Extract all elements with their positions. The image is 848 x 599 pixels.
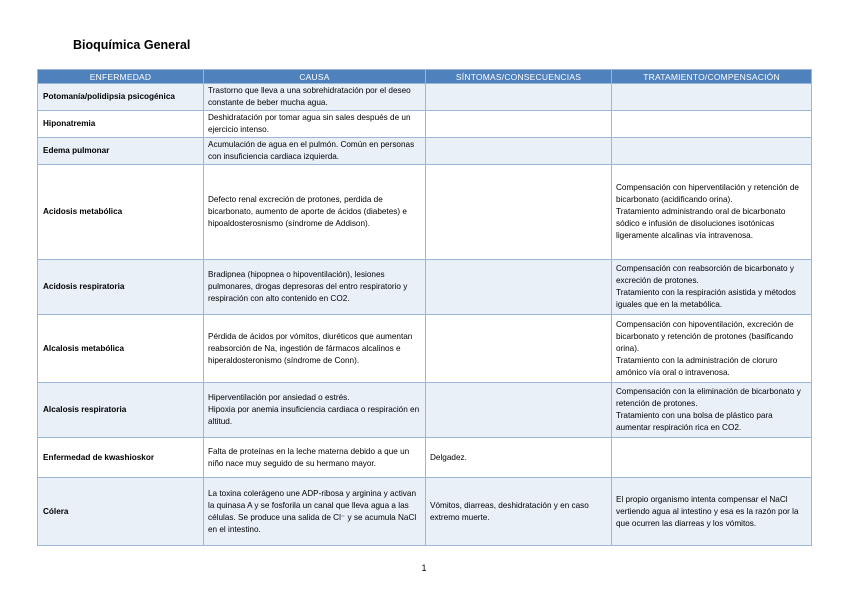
cell-enfermedad: Enfermedad de kwashioskor	[38, 438, 204, 478]
cell-causa: Acumulación de agua en el pulmón. Común en personas con insuficiencia cardiaca izquierda.	[204, 138, 426, 165]
table-body	[38, 84, 812, 546]
cell-causa: Pérdida de ácidos por vómitos, diuréticos que aumentan reabsorción de Na, ingestión de fármacos alcalinos e hiperaldosteronismo (síndrome de Conn).	[204, 315, 426, 383]
cell-sintomas	[426, 165, 612, 260]
cell-sintomas	[426, 260, 612, 315]
table-row	[38, 138, 812, 165]
table-row	[38, 165, 812, 260]
cell-causa: Trastorno que lleva a una sobrehidratación por el deseo constante de beber mucha agua.	[204, 84, 426, 111]
cell-enfermedad: Alcalosis metabólica	[38, 315, 204, 383]
cell-enfermedad: Edema pulmonar	[38, 138, 204, 165]
cell-causa: Defecto renal excreción de protones, perdida de bicarbonato, aumento de aporte de ácidos (diabetes) e hipoaldosterosnismo (síndrome de Addison).	[204, 165, 426, 260]
cell-sintomas	[426, 315, 612, 383]
cell-tratamiento: Compensación con reabsorción de bicarbonato y excreción de protones. Tratamiento con la respiración asistida y métodos iguales que en la metabólica.	[612, 260, 812, 315]
table-row	[38, 84, 812, 111]
header-tratamiento: TRATAMIENTO/COMPENSACIÓN	[612, 70, 812, 84]
cell-tratamiento: Compensación con la eliminación de bicarbonato y retención de protones. Tratamiento con una bolsa de plástico para aumentar respiración rica en CO2.	[612, 383, 812, 438]
cell-causa: Hiperventilación por ansiedad o estrés. Hipoxia por anemia insuficiencia cardiaca o respiración en altitud.	[204, 383, 426, 438]
cell-sintomas	[426, 84, 612, 111]
table-row	[38, 315, 812, 383]
cell-tratamiento	[612, 84, 812, 111]
cell-enfermedad: Potomanía/polidipsia psicogénica	[38, 84, 204, 111]
cell-sintomas	[426, 383, 612, 438]
table-row	[38, 111, 812, 138]
cell-enfermedad: Alcalosis respiratoria	[38, 383, 204, 438]
cell-enfermedad: Hiponatremia	[38, 111, 204, 138]
cell-sintomas	[426, 138, 612, 165]
disease-table	[37, 69, 812, 546]
table-row	[38, 383, 812, 438]
cell-tratamiento	[612, 438, 812, 478]
cell-causa: Deshidratación por tomar agua sin sales después de un ejercicio intenso.	[204, 111, 426, 138]
table-header-row	[38, 70, 812, 84]
cell-tratamiento: Compensación con hipoventilación, excreción de bicarbonato y retención de protones (basificando orina). Tratamiento con la administración de cloruro amónico vía oral o intravenosa.	[612, 315, 812, 383]
cell-causa: La toxina colerágeno une ADP-ribosa y arginina y activan la quinasa A y se fosforila un canal que lleva agua a las células. Se produce una salida de Cl⁻ y se acumula NaCl en el intestino.	[204, 478, 426, 546]
cell-enfermedad: Cólera	[38, 478, 204, 546]
cell-sintomas: Vómitos, diarreas, deshidratación y en caso extremo muerte.	[426, 478, 612, 546]
header-sintomas: SÍNTOMAS/CONSECUENCIAS	[426, 70, 612, 84]
cell-causa: Falta de proteínas en la leche materna debido a que un niño nace muy seguido de su hermano mayor.	[204, 438, 426, 478]
cell-tratamiento: El propio organismo intenta compensar el NaCl vertiendo agua al intestino y esa es la razón por la que ocurren las diarreas y los vómitos.	[612, 478, 812, 546]
page-title: Bioquímica General	[73, 38, 191, 52]
cell-sintomas: Delgadez.	[426, 438, 612, 478]
header-causa: CAUSA	[204, 70, 426, 84]
cell-tratamiento	[612, 138, 812, 165]
cell-tratamiento: Compensación con hiperventilación y retención de bicarbonato (acidificando orina). Tratamiento administrando oral de bicarbonato sódico e infusión de disoluciones isotónicas ligeramente alcalinas vía intravenosa.	[612, 165, 812, 260]
cell-enfermedad: Acidosis metabólica	[38, 165, 204, 260]
table-row	[38, 438, 812, 478]
cell-sintomas	[426, 111, 612, 138]
header-enfermedad: ENFERMEDAD	[38, 70, 204, 84]
cell-enfermedad: Acidosis respiratoria	[38, 260, 204, 315]
cell-tratamiento	[612, 111, 812, 138]
cell-causa: Bradipnea (hipopnea o hipoventilación), lesiones pulmonares, drogas depresoras del entro respiratorio y respiración con alto contenido en CO2.	[204, 260, 426, 315]
page-number: 1	[421, 563, 427, 573]
table-row	[38, 478, 812, 546]
table-row	[38, 260, 812, 315]
